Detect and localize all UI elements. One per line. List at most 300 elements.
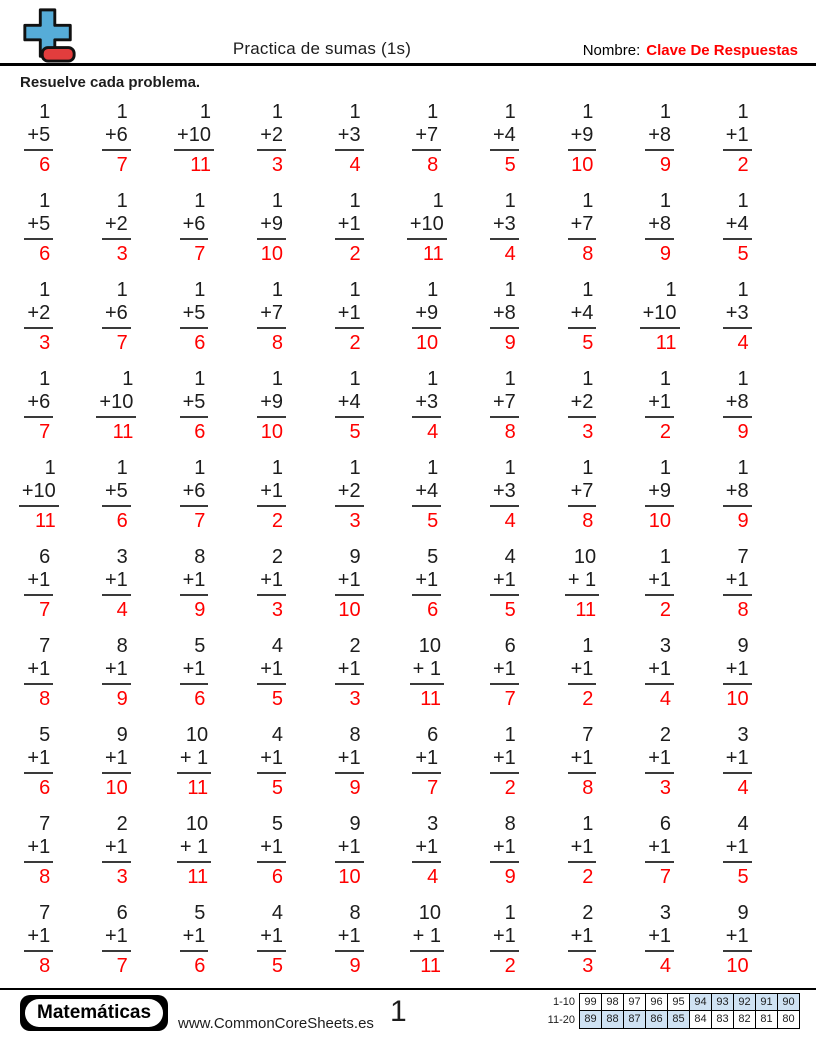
problem-top-operand: 1 xyxy=(737,457,749,479)
problem-cell xyxy=(410,902,444,991)
problem-cell xyxy=(102,101,131,190)
problem-bottom-operand: +6 xyxy=(180,213,209,240)
problem-bottom-operand: +1 xyxy=(102,925,131,952)
problem-cell xyxy=(568,635,597,724)
problem-answer: 4 xyxy=(427,421,439,443)
problem-cell xyxy=(180,190,209,279)
problem-cell xyxy=(490,457,519,546)
problem-bottom-operand: +1 xyxy=(723,658,752,685)
problem-answer: 6 xyxy=(116,510,128,532)
problem-top-operand: 6 xyxy=(116,902,128,924)
problem-top-operand: 1 xyxy=(737,368,749,390)
problem-answer: 9 xyxy=(504,332,516,354)
problem-bottom-operand: +10 xyxy=(19,480,59,507)
problem-bottom-operand: +10 xyxy=(174,124,214,151)
problem-cell xyxy=(490,635,519,724)
answer-key-label: Clave De Respuestas xyxy=(646,42,798,59)
problem-top-operand: 1 xyxy=(271,368,283,390)
score-cell: 99 xyxy=(579,993,602,1011)
problem-cell xyxy=(335,546,364,635)
problem-bottom-operand: +7 xyxy=(568,213,597,240)
problem-top-operand: 1 xyxy=(504,457,516,479)
problem-cell xyxy=(640,279,680,368)
problem-cell xyxy=(723,101,752,190)
problem-answer: 9 xyxy=(349,777,361,799)
problem-cell xyxy=(102,546,131,635)
problem-bottom-operand: +3 xyxy=(490,213,519,240)
problem-top-operand: 1 xyxy=(582,368,594,390)
problem-top-operand: 1 xyxy=(427,101,439,123)
problem-top-operand: 2 xyxy=(271,546,283,568)
problem-bottom-operand: +1 xyxy=(412,747,441,774)
problem-top-operand: 3 xyxy=(116,546,128,568)
problem-bottom-operand: +1 xyxy=(335,569,364,596)
problem-answer: 6 xyxy=(194,332,206,354)
problem-bottom-operand: +10 xyxy=(407,213,447,240)
problem-cell xyxy=(335,635,364,724)
problem-answer: 10 xyxy=(105,777,128,799)
score-cells xyxy=(580,993,800,1011)
problem-bottom-operand: +4 xyxy=(412,480,441,507)
problem-answer: 10 xyxy=(260,243,283,265)
problem-top-operand: 1 xyxy=(582,101,594,123)
problem-answer: 6 xyxy=(39,243,51,265)
problem-bottom-operand: +10 xyxy=(640,302,680,329)
problem-bottom-operand: +1 xyxy=(490,569,519,596)
problem-bottom-operand: +3 xyxy=(412,391,441,418)
problem-answer: 2 xyxy=(659,421,671,443)
problem-top-operand: 1 xyxy=(659,457,671,479)
problem-answer: 5 xyxy=(271,688,283,710)
problem-answer: 7 xyxy=(194,243,206,265)
problem-cell xyxy=(568,279,597,368)
problem-cell xyxy=(723,635,752,724)
problem-bottom-operand: +1 xyxy=(24,836,53,863)
problem-top-operand: 4 xyxy=(271,724,283,746)
website-link[interactable]: www.CommonCoreSheets.es xyxy=(178,1015,374,1032)
problem-answer: 11 xyxy=(420,955,441,977)
problem-bottom-operand: +8 xyxy=(723,480,752,507)
problem-cell xyxy=(102,457,131,546)
problem-cell xyxy=(723,724,752,813)
problem-answer: 3 xyxy=(116,243,128,265)
score-cell: 85 xyxy=(667,1010,690,1029)
page-title: Practica de sumas (1s) xyxy=(232,39,412,58)
problem-top-operand: 1 xyxy=(665,279,677,301)
problem-answer: 10 xyxy=(415,332,439,354)
problem-cell xyxy=(24,546,53,635)
problem-top-operand: 1 xyxy=(659,368,671,390)
problem-cell xyxy=(257,190,286,279)
problem-cell xyxy=(24,368,53,457)
problem-answer: 3 xyxy=(349,510,361,532)
problem-top-operand: 7 xyxy=(39,902,51,924)
brand-name: Matemáticas xyxy=(25,999,163,1027)
problem-top-operand: 5 xyxy=(194,635,206,657)
problem-top-operand: 1 xyxy=(39,279,51,301)
problem-bottom-operand: +1 xyxy=(412,836,441,863)
problem-top-operand: 1 xyxy=(39,101,51,123)
problem-top-operand: 1 xyxy=(199,101,211,123)
problem-bottom-operand: +1 xyxy=(645,658,674,685)
problem-bottom-operand: +9 xyxy=(568,124,597,151)
problem-bottom-operand: +6 xyxy=(102,124,131,151)
problem-cell xyxy=(335,813,364,902)
problem-top-operand: 1 xyxy=(504,101,516,123)
problem-answer: 4 xyxy=(349,154,361,176)
score-cell: 97 xyxy=(623,993,646,1011)
problem-cell xyxy=(645,724,674,813)
problem-bottom-operand: +1 xyxy=(257,480,286,507)
problem-answer: 7 xyxy=(116,955,128,977)
problem-cell xyxy=(412,368,441,457)
problem-cell xyxy=(335,902,364,991)
problem-answer: 7 xyxy=(659,866,671,888)
problem-cell xyxy=(335,457,364,546)
problem-answer: 7 xyxy=(39,599,51,621)
problem-top-operand: 1 xyxy=(504,902,516,924)
problem-bottom-operand: +1 xyxy=(24,747,53,774)
problem-answer: 2 xyxy=(349,332,361,354)
score-row xyxy=(546,1011,800,1029)
problem-bottom-operand: +1 xyxy=(257,836,286,863)
problem-answer: 3 xyxy=(271,154,283,176)
problem-answer: 10 xyxy=(260,421,283,443)
problem-top-operand: 9 xyxy=(349,546,361,568)
problem-answer: 5 xyxy=(582,332,594,354)
problem-cell xyxy=(257,546,286,635)
problem-bottom-operand: +1 xyxy=(102,569,131,596)
problem-top-operand: 1 xyxy=(39,190,51,212)
problem-bottom-operand: +3 xyxy=(335,124,364,151)
problem-cell xyxy=(490,546,519,635)
problem-bottom-operand: +2 xyxy=(568,391,597,418)
problem-bottom-operand: +1 xyxy=(568,925,597,952)
problem-answer: 4 xyxy=(504,243,516,265)
problem-bottom-operand: +5 xyxy=(102,480,131,507)
problem-cell xyxy=(335,279,364,368)
problem-answer: 11 xyxy=(655,332,677,354)
problem-top-operand: 1 xyxy=(504,724,516,746)
problem-top-operand: 1 xyxy=(194,190,206,212)
problem-top-operand: 1 xyxy=(194,279,206,301)
problem-bottom-operand: +2 xyxy=(102,213,131,240)
problem-bottom-operand: +1 xyxy=(490,747,519,774)
problem-answer: 2 xyxy=(271,510,283,532)
problem-top-operand: 4 xyxy=(271,902,283,924)
problem-bottom-operand: +1 xyxy=(723,925,752,952)
problem-top-operand: 2 xyxy=(659,724,671,746)
problem-bottom-operand: +9 xyxy=(645,480,674,507)
problem-cell xyxy=(102,190,131,279)
problem-cell xyxy=(24,279,53,368)
problem-cell xyxy=(568,813,597,902)
problem-bottom-operand: + 1 xyxy=(565,569,599,596)
problem-top-operand: 2 xyxy=(349,635,361,657)
problem-cell xyxy=(410,635,444,724)
problem-top-operand: 6 xyxy=(427,724,439,746)
problem-top-operand: 9 xyxy=(737,635,749,657)
problem-cell xyxy=(723,457,752,546)
problem-answer: 11 xyxy=(422,243,444,265)
problem-answer: 9 xyxy=(504,866,516,888)
problem-top-operand: 8 xyxy=(349,724,361,746)
problem-bottom-operand: +1 xyxy=(335,925,364,952)
problem-bottom-operand: +6 xyxy=(102,302,131,329)
score-cell: 96 xyxy=(645,993,668,1011)
problem-answer: 2 xyxy=(659,599,671,621)
problem-top-operand: 1 xyxy=(427,279,439,301)
name-label: Nombre: xyxy=(582,42,641,59)
problem-answer: 9 xyxy=(116,688,128,710)
problem-cell xyxy=(490,279,519,368)
problem-answer: 5 xyxy=(427,510,439,532)
problem-bottom-operand: +1 xyxy=(723,836,752,863)
score-cell: 98 xyxy=(601,993,624,1011)
problem-cell xyxy=(177,724,211,813)
problem-top-operand: 1 xyxy=(582,457,594,479)
problem-cell xyxy=(490,190,519,279)
score-cell: 87 xyxy=(623,1010,646,1029)
problems-grid xyxy=(0,101,776,991)
problem-answer: 11 xyxy=(575,599,597,621)
problem-bottom-operand: +2 xyxy=(257,124,286,151)
problem-answer: 8 xyxy=(737,599,749,621)
problem-bottom-operand: +1 xyxy=(490,658,519,685)
problem-bottom-operand: +1 xyxy=(723,569,752,596)
problem-bottom-operand: +8 xyxy=(645,124,674,151)
problem-cell xyxy=(180,546,209,635)
problem-cell xyxy=(257,902,286,991)
problem-answer: 10 xyxy=(726,955,749,977)
problem-bottom-operand: + 1 xyxy=(410,658,444,685)
problem-bottom-operand: +1 xyxy=(645,836,674,863)
problem-top-operand: 1 xyxy=(44,457,56,479)
problem-top-operand: 6 xyxy=(504,635,516,657)
problem-answer: 7 xyxy=(194,510,206,532)
score-cell: 92 xyxy=(733,993,756,1011)
problem-top-operand: 1 xyxy=(582,635,594,657)
problem-answer: 9 xyxy=(737,510,749,532)
problem-top-operand: 7 xyxy=(39,813,51,835)
problem-answer: 4 xyxy=(504,510,516,532)
problem-cell xyxy=(568,368,597,457)
problem-bottom-operand: +7 xyxy=(257,302,286,329)
problem-cell xyxy=(24,101,53,190)
problem-answer: 2 xyxy=(349,243,361,265)
problem-answer: 10 xyxy=(338,599,361,621)
score-cell: 80 xyxy=(777,1010,800,1029)
problem-top-operand: 1 xyxy=(427,368,439,390)
problem-bottom-operand: +1 xyxy=(180,658,209,685)
problem-cell xyxy=(19,457,59,546)
problem-answer: 7 xyxy=(39,421,51,443)
problem-bottom-operand: +7 xyxy=(568,480,597,507)
score-cell: 95 xyxy=(667,993,690,1011)
problem-bottom-operand: +9 xyxy=(412,302,441,329)
problem-cell xyxy=(723,368,752,457)
problem-bottom-operand: +5 xyxy=(180,391,209,418)
problem-bottom-operand: +1 xyxy=(257,658,286,685)
problem-bottom-operand: +10 xyxy=(96,391,136,418)
problem-top-operand: 1 xyxy=(659,190,671,212)
problem-top-operand: 8 xyxy=(116,635,128,657)
problem-cell xyxy=(490,101,519,190)
problem-cell xyxy=(568,457,597,546)
problem-cell xyxy=(257,279,286,368)
problem-answer: 6 xyxy=(427,599,439,621)
problem-answer: 5 xyxy=(737,866,749,888)
score-cell: 90 xyxy=(777,993,800,1011)
problem-answer: 4 xyxy=(737,332,749,354)
problem-answer: 5 xyxy=(271,955,283,977)
problem-cell xyxy=(335,101,364,190)
problem-cell xyxy=(723,546,752,635)
problem-bottom-operand: +2 xyxy=(24,302,53,329)
problem-answer: 5 xyxy=(504,599,516,621)
score-cell: 81 xyxy=(755,1010,778,1029)
problem-bottom-operand: +1 xyxy=(568,658,597,685)
problem-top-operand: 5 xyxy=(194,902,206,924)
problem-bottom-operand: +1 xyxy=(257,925,286,952)
score-row xyxy=(546,993,800,1011)
problem-bottom-operand: +1 xyxy=(568,836,597,863)
problem-cell xyxy=(723,190,752,279)
problem-top-operand: 7 xyxy=(737,546,749,568)
problem-top-operand: 1 xyxy=(116,457,128,479)
problem-top-operand: 5 xyxy=(271,813,283,835)
problem-cell xyxy=(565,546,599,635)
problem-answer: 4 xyxy=(427,866,439,888)
problem-top-operand: 1 xyxy=(39,368,51,390)
problem-top-operand: 9 xyxy=(116,724,128,746)
problem-cell xyxy=(102,635,131,724)
problem-cell xyxy=(24,635,53,724)
problem-top-operand: 1 xyxy=(116,101,128,123)
problem-answer: 8 xyxy=(39,955,51,977)
problem-answer: 5 xyxy=(271,777,283,799)
problem-cell xyxy=(568,724,597,813)
problem-cell xyxy=(102,724,131,813)
problem-cell xyxy=(257,635,286,724)
problem-cell xyxy=(645,368,674,457)
problem-cell xyxy=(24,724,53,813)
problem-top-operand: 1 xyxy=(271,279,283,301)
problem-bottom-operand: +1 xyxy=(568,747,597,774)
problem-answer: 11 xyxy=(187,777,209,799)
problem-bottom-operand: +3 xyxy=(723,302,752,329)
score-cell: 94 xyxy=(689,993,712,1011)
problem-cell xyxy=(723,902,752,991)
problem-top-operand: 4 xyxy=(737,813,749,835)
problem-answer: 8 xyxy=(582,510,594,532)
problem-cell xyxy=(412,457,441,546)
problem-bottom-operand: +1 xyxy=(257,569,286,596)
problem-answer: 8 xyxy=(582,777,594,799)
problem-cell xyxy=(412,279,441,368)
name-area xyxy=(583,42,798,59)
problem-bottom-operand: +1 xyxy=(335,836,364,863)
problem-top-operand: 1 xyxy=(194,368,206,390)
problem-cell xyxy=(102,813,131,902)
problem-answer: 9 xyxy=(659,154,671,176)
problem-cell xyxy=(645,902,674,991)
score-cells xyxy=(580,1011,800,1029)
problem-answer: 10 xyxy=(571,154,594,176)
problem-cell xyxy=(96,368,136,457)
problem-bottom-operand: +4 xyxy=(335,391,364,418)
worksheet-header xyxy=(0,0,816,66)
problem-answer: 2 xyxy=(737,154,749,176)
problem-cell xyxy=(102,279,131,368)
score-cell: 89 xyxy=(579,1010,602,1029)
problem-cell xyxy=(257,724,286,813)
problem-bottom-operand: +1 xyxy=(102,747,131,774)
problem-answer: 4 xyxy=(737,777,749,799)
problem-bottom-operand: +8 xyxy=(645,213,674,240)
problem-top-operand: 2 xyxy=(116,813,128,835)
problem-top-operand: 1 xyxy=(504,368,516,390)
problem-answer: 7 xyxy=(116,332,128,354)
problem-top-operand: 3 xyxy=(737,724,749,746)
plus-logo-icon xyxy=(20,6,78,69)
problem-bottom-operand: +3 xyxy=(490,480,519,507)
problem-answer: 11 xyxy=(190,154,211,176)
problem-top-operand: 1 xyxy=(737,101,749,123)
problem-answer: 7 xyxy=(427,777,439,799)
problem-answer: 3 xyxy=(582,955,594,977)
problem-top-operand: 10 xyxy=(418,902,441,924)
problem-answer: 8 xyxy=(39,688,51,710)
problem-top-operand: 1 xyxy=(271,101,283,123)
problem-top-operand: 1 xyxy=(582,279,594,301)
problem-top-operand: 8 xyxy=(504,813,516,835)
problem-top-operand: 10 xyxy=(185,724,209,746)
problem-answer: 3 xyxy=(116,866,128,888)
problem-cell xyxy=(645,190,674,279)
problem-bottom-operand: +1 xyxy=(645,925,674,952)
problem-top-operand: 1 xyxy=(659,101,671,123)
problem-bottom-operand: +1 xyxy=(102,658,131,685)
score-cell: 86 xyxy=(645,1010,668,1029)
problem-cell xyxy=(257,813,286,902)
problem-answer: 2 xyxy=(504,777,516,799)
problem-top-operand: 10 xyxy=(418,635,441,657)
problem-bottom-operand: +8 xyxy=(723,391,752,418)
problem-cell xyxy=(568,902,597,991)
score-cell: 82 xyxy=(733,1010,756,1029)
problem-cell xyxy=(412,724,441,813)
problem-cell xyxy=(177,813,211,902)
problem-answer: 8 xyxy=(271,332,283,354)
problem-cell xyxy=(257,101,286,190)
problem-answer: 8 xyxy=(504,421,516,443)
problem-top-operand: 1 xyxy=(349,457,361,479)
problem-cell xyxy=(490,724,519,813)
problem-answer: 9 xyxy=(659,243,671,265)
problem-cell xyxy=(335,190,364,279)
problem-bottom-operand: +1 xyxy=(645,391,674,418)
problem-cell xyxy=(174,101,214,190)
problem-cell xyxy=(645,457,674,546)
problem-top-operand: 1 xyxy=(271,190,283,212)
problem-top-operand: 1 xyxy=(504,279,516,301)
problem-bottom-operand: +1 xyxy=(24,569,53,596)
problem-bottom-operand: +1 xyxy=(24,925,53,952)
problem-answer: 6 xyxy=(39,154,51,176)
problem-cell xyxy=(257,368,286,457)
problem-cell xyxy=(24,813,53,902)
